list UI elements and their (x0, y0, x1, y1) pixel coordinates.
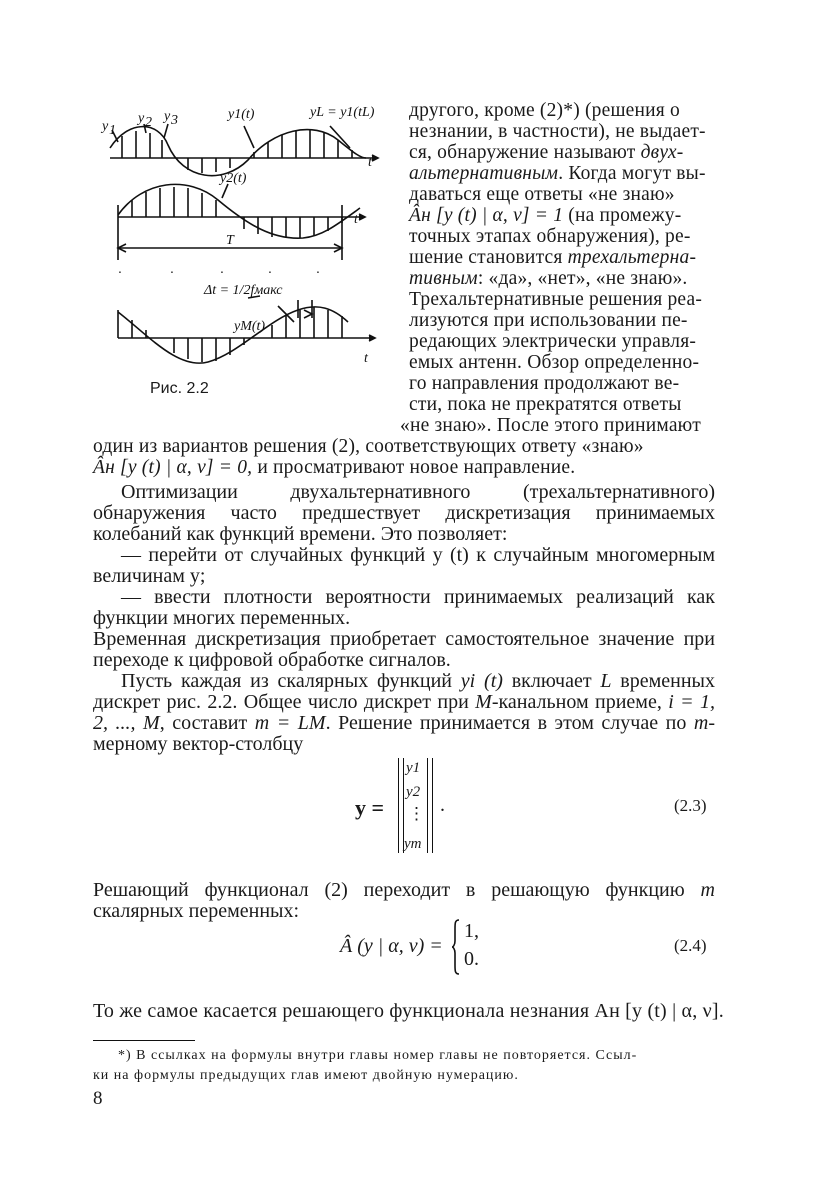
text-line (409, 142, 684, 164)
formula-inline: yi (t) (460, 670, 503, 692)
text-line (409, 268, 688, 290)
text-line (409, 247, 696, 269)
eq23-y2: y2 (406, 784, 421, 800)
text-line (93, 457, 575, 479)
formula-inline: Âн [y (t) | α, ν] = 0, (93, 457, 253, 478)
text-span: -мерному вектор-столбцу (93, 712, 715, 755)
text-span: сти, пока не прекратятся ответы (409, 394, 682, 415)
dot-3: · (220, 266, 224, 281)
text-line (409, 289, 702, 311)
label-y2: y (138, 111, 145, 126)
text-emphasis: двух- (640, 142, 684, 163)
text-line (409, 352, 699, 374)
text-line (409, 205, 681, 227)
text-span: лизуются при использовании пе- (409, 310, 688, 331)
footnote-line-2: ки на формулы предыдущих глав имеют двойную нумерацию. (93, 1068, 519, 1083)
label-yL: yL = y1(tL) (310, 105, 375, 120)
label-y2-sub: 2 (145, 115, 152, 130)
dot-1: · (118, 266, 122, 281)
text-span: шение становится (409, 247, 568, 268)
figure-caption: Рис. 2.2 (150, 380, 209, 397)
waveform-diagram (98, 100, 398, 400)
page-number: 8 (93, 1088, 103, 1109)
text-line (93, 436, 644, 458)
left-brace-icon (452, 919, 460, 975)
text-span: Пусть каждая из скалярных функций (121, 670, 461, 692)
label-t-mid: t (354, 212, 358, 227)
eq24-number: (2.4) (674, 936, 707, 955)
formula-inline: i = 1, 2, ..., M (93, 691, 716, 734)
label-y1t: y1(t) (228, 107, 255, 122)
formula-inline: M (475, 691, 492, 713)
footnote-rule (93, 1040, 195, 1041)
text-line (409, 184, 675, 206)
paragraph-decision-function (93, 880, 715, 922)
text-span: (на промежу- (563, 205, 682, 226)
text-span: Решающий функционал (2) переходит в решающую функцию (93, 879, 701, 901)
text-span: , составит (159, 712, 255, 734)
formula-inline: Âн [y (t) | α, ν] = 1 (409, 205, 564, 226)
bullet-random-vectors: — перейти от случайных функций y (t) к случайным многомерным величинам y; (93, 544, 715, 587)
text-span: редающих электрически управля- (409, 331, 697, 352)
text-line (409, 310, 688, 332)
text-span: . Решение принимается в этом случае по (325, 712, 694, 734)
text-span: временных дискрет рис. 2.2. Общее число дискрет при (93, 670, 715, 713)
eq24-case-1: 1, (464, 920, 479, 942)
text-span: включает (502, 670, 601, 692)
text-line (409, 331, 696, 353)
formula-inline: m (700, 879, 715, 901)
text-line (409, 163, 706, 185)
text-span: Трехальтернативные решения реа- (409, 289, 703, 310)
text-emphasis: тивным (409, 268, 478, 289)
label-y3-sub: 3 (171, 113, 178, 128)
text-span: незнании, в частности), не выдает- (409, 121, 706, 142)
eq24-case-0: 0. (464, 948, 479, 970)
eq23-lhs: y = (355, 795, 385, 820)
text-span: скалярных переменных: (93, 900, 300, 922)
label-y2t: y2(t) (220, 171, 247, 186)
text-line (400, 415, 701, 437)
text-line (409, 100, 680, 122)
label-y1: y (102, 119, 109, 134)
eq23-number: (2.3) (674, 796, 707, 815)
label-y1-sub: 1 (109, 123, 116, 138)
text-span: «не знаю». После этого принимают (400, 415, 701, 436)
text-emphasis: трехальтерна- (567, 247, 697, 268)
text-line (409, 373, 679, 395)
label-yMt: yM(t) (234, 319, 266, 334)
label-t-top: t (368, 155, 372, 170)
text-span: другого, кроме (2)*) (решения о (409, 100, 681, 121)
label-y3: y (164, 109, 171, 124)
label-T: T (226, 233, 234, 248)
eq24-lhs: Â (y | α, ν) = (340, 935, 443, 957)
text-span: даваться еще ответы «не знаю» (409, 184, 675, 205)
label-dt: Δt = 1/2fмакс (204, 283, 283, 298)
dot-4: · (268, 266, 272, 281)
text-emphasis: альтернативным (409, 163, 559, 184)
dot-2: · (170, 266, 174, 281)
text-span: -канальном приеме, (491, 691, 669, 713)
eq23-period: . (440, 794, 445, 816)
paragraph-ignorance-functional: То же самое касается решающего функционала незнания Ан [y (t) | α, ν]. (93, 1000, 724, 1022)
text-line (409, 121, 706, 143)
dot-5: · (316, 266, 320, 281)
text-span: ся, обнаружение называют (409, 142, 641, 163)
footnote-line-1: *) В ссылках на формулы внутри главы номер главы не повторяется. Ссыл- (118, 1048, 638, 1063)
eq24-brace (452, 919, 460, 975)
text-span: точных этапах обнаружения), ре- (409, 226, 691, 247)
paragraph-scalar-functions (93, 671, 715, 755)
text-span: один из вариантов решения (2), соответствующих ответу «знаю» (93, 436, 644, 457)
eq23-vdots: ⋮ (408, 804, 425, 823)
text-span: : «да», «нет», «не знаю». (477, 268, 688, 289)
label-t-bottom: t (364, 351, 368, 366)
text-span: и просматривают новое направление. (252, 457, 576, 478)
eq23-right-bar (427, 758, 433, 853)
text-span: . Когда могут вы- (558, 163, 706, 184)
bullet-probability-density: — ввести плотности вероятности принимаемых реализаций как функции многих переменных. (93, 586, 715, 629)
paragraph-time-discretization: Временная дискретизация приобретает самостоятельное значение при переходе к цифровой обработке сигналов. (93, 628, 715, 671)
text-span: емых антенн. Обзор определенно- (409, 352, 700, 373)
eq23-ym: ym (404, 836, 422, 852)
eq23-y1: y1 (406, 760, 421, 776)
formula-inline: L (600, 670, 612, 692)
text-line (409, 226, 691, 248)
text-span: го направления продолжают ве- (409, 373, 680, 394)
text-line (409, 394, 682, 416)
formula-inline: m (693, 712, 709, 734)
figure-2-2 (98, 100, 398, 400)
formula-inline: m = LM (254, 712, 326, 734)
paragraph-optimization: Оптимизации двухальтернативного (трехальтернативного) обнаружения часто предшествует дискретизация принимаемых колебаний как функций времени. Это позволяет: (93, 481, 715, 545)
